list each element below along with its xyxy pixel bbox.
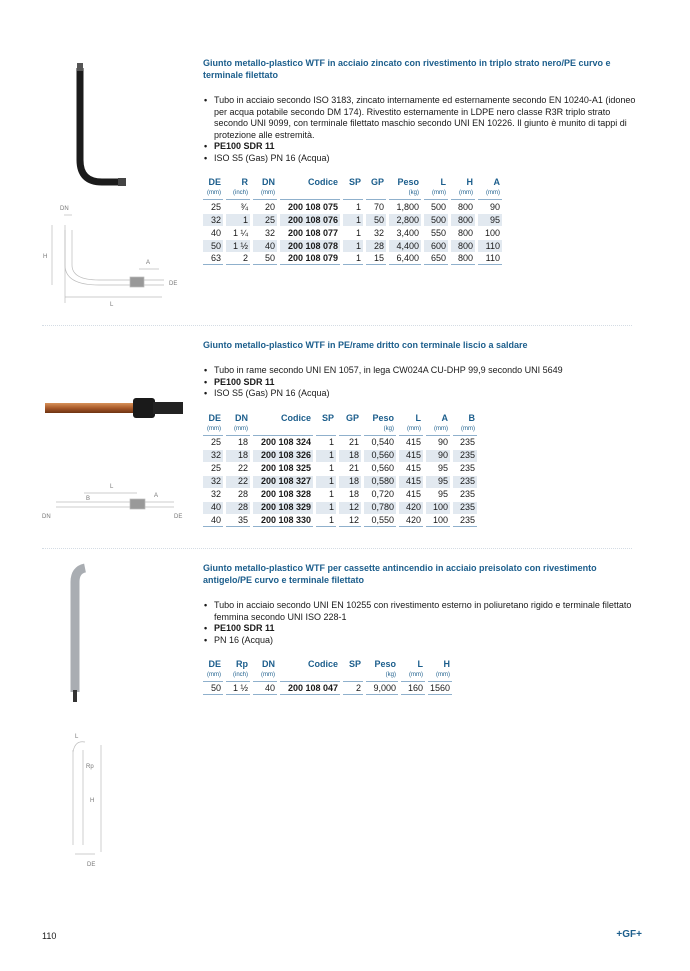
table-cell: 235 (453, 515, 477, 527)
spec-list (203, 600, 643, 646)
table-cell: 800 (451, 253, 475, 265)
table-cell: 12 (339, 515, 361, 527)
table-row (203, 253, 502, 265)
table-cell: 600 (424, 240, 448, 252)
table-cell: 28 (226, 502, 250, 514)
column-unit: (mm) (401, 671, 425, 682)
spec-bullet: • ISO S5 (Gas) PN 16 (Acqua) (203, 388, 643, 400)
column-unit: (inch) (226, 189, 250, 200)
column-header: L (415, 412, 421, 423)
column-header: L (417, 659, 423, 669)
dim-label-de: DE (169, 281, 178, 287)
product-table (200, 176, 505, 266)
table-cell: 500 (424, 214, 448, 226)
table-cell: 63 (203, 253, 223, 265)
page-number: 110 (42, 931, 57, 941)
dim-label-dn: DN (60, 206, 69, 212)
column-unit (343, 671, 363, 682)
table-cell: 18 (237, 437, 248, 447)
product-image-copper-pipe (45, 395, 185, 425)
column-unit (339, 425, 361, 436)
table-cell: 50 (253, 253, 277, 265)
section-galvanized-steel-joint (203, 57, 643, 266)
table-cell: 420 (399, 502, 423, 514)
gf-logo: +GF+ (616, 929, 642, 940)
table-cell: 12 (339, 502, 361, 514)
table-cell: 110 (478, 240, 502, 252)
table-cell: 18 (226, 450, 250, 462)
table-cell: 1 (328, 489, 334, 499)
table-cell: 18 (339, 476, 361, 488)
table-cell: 415 (399, 476, 423, 488)
table-cell: 95 (426, 476, 450, 488)
table-cell: 0,780 (364, 502, 396, 514)
spec-bullet: • PN 16 (Acqua) (203, 635, 643, 647)
table-cell: 160 (401, 683, 425, 695)
table-cell: 1 ¼ (232, 227, 248, 238)
column-unit: (mm) (203, 189, 223, 200)
table-cell: 800 (457, 201, 473, 212)
table-cell: 32 (264, 227, 275, 238)
table-cell: 1 (316, 515, 336, 527)
table-cell: 6,400 (389, 253, 421, 265)
table-cell: 200 108 079 (280, 253, 340, 265)
product-table (200, 658, 455, 696)
dim-label-a: A (154, 493, 159, 499)
table-cell: 1 (355, 227, 361, 238)
table-cell: 200 108 078 (280, 240, 340, 252)
column-header: B (468, 412, 475, 423)
table-cell: 28 (237, 489, 248, 499)
table-cell: 1 (226, 214, 250, 226)
table-cell: 25 (253, 214, 277, 226)
column-unit: (mm) (253, 189, 277, 200)
column-unit: (mm) (426, 425, 450, 436)
table-cell: 40 (253, 240, 277, 252)
table-cell: 0,580 (364, 476, 396, 488)
table-cell: 1 (343, 240, 363, 252)
dim-label-de: DE (174, 514, 183, 520)
table-cell: 800 (451, 214, 475, 226)
product-table (200, 412, 480, 528)
table-row (203, 240, 502, 252)
table-cell: 235 (453, 476, 477, 488)
column-header: Rp (236, 659, 248, 669)
table-cell: 1 ½ (226, 240, 250, 252)
spec-bullet: • Tubo in rame secondo UNI EN 1057, in lega CW024A CU-DHP 99,9 secondo UNI 5649 (203, 365, 643, 377)
table-cell: 100 (426, 502, 450, 514)
section-divider (42, 325, 632, 326)
table-row (203, 515, 477, 527)
table-cell: 1 (316, 450, 336, 462)
table-cell: 235 (459, 489, 475, 499)
table-cell: 200 108 327 (253, 476, 313, 488)
table-row (203, 463, 477, 475)
column-header: DE (208, 177, 221, 187)
table-cell: 0,550 (364, 515, 396, 527)
table-cell: 235 (459, 437, 475, 447)
column-header: H (466, 177, 473, 187)
column-unit (343, 189, 363, 200)
column-unit (280, 189, 340, 200)
column-unit: (mm) (203, 425, 223, 436)
dim-label-l: L (75, 734, 79, 740)
table-cell: 40 (210, 227, 221, 238)
spec-bullet: • PE100 SDR 11 (203, 141, 643, 153)
table-cell: 200 108 328 (260, 489, 311, 499)
table-cell: 32 (210, 489, 221, 499)
table-cell: 1 (343, 253, 363, 265)
dim-label-h: H (43, 254, 48, 260)
column-unit (366, 189, 386, 200)
table-cell: 0,720 (371, 489, 394, 499)
spec-bullet: • PE100 SDR 11 (203, 623, 643, 635)
spec-bullet: • PE100 SDR 11 (203, 377, 643, 389)
spec-bullet: • ISO S5 (Gas) PN 16 (Acqua) (203, 153, 643, 165)
column-header: Peso (372, 412, 394, 423)
table-cell: 50 (203, 240, 223, 252)
table-cell: 40 (253, 683, 277, 695)
table-cell: 32 (203, 214, 223, 226)
spec-list (203, 365, 643, 400)
table-cell: 50 (203, 683, 223, 695)
dimension-drawing-3 (45, 730, 125, 870)
column-unit: (kg) (366, 671, 398, 682)
table-cell: 200 108 329 (253, 502, 313, 514)
column-header: A (493, 177, 500, 187)
table-cell: 1 (316, 476, 336, 488)
table-row (203, 502, 477, 514)
table-cell: 200 108 076 (280, 214, 340, 226)
table-cell: 18 (348, 489, 359, 499)
table-cell: 110 (478, 253, 502, 265)
column-unit: (mm) (478, 189, 502, 200)
section-title: Giunto metallo-plastico WTF per cassette antincendio in acciaio preisolato con rivestimento antigelo/PE curvo e terminale filettato (203, 563, 597, 585)
table-cell: 200 108 047 (280, 683, 340, 695)
dim-label-l: L (110, 484, 114, 490)
column-unit (253, 425, 313, 436)
table-cell: 200 108 325 (260, 463, 311, 473)
table-cell: 70 (373, 201, 384, 212)
table-cell: 35 (226, 515, 250, 527)
column-header: DN (235, 412, 248, 423)
table-cell: 415 (405, 489, 421, 499)
table-cell: 20 (264, 201, 275, 212)
column-unit: (mm) (424, 189, 448, 200)
product-image-curved-black-pipe (62, 60, 132, 195)
table-cell: 21 (348, 437, 359, 447)
table-cell: 415 (399, 450, 423, 462)
dim-label-a: A (146, 260, 151, 266)
table-cell: 235 (453, 450, 477, 462)
column-unit: (mm) (203, 671, 223, 682)
table-row (203, 450, 477, 462)
section-title: Giunto metallo-plastico WTF in PE/rame dritto con terminale liscio a saldare (203, 340, 528, 350)
section-divider (42, 548, 632, 549)
table-cell: 1 (343, 214, 363, 226)
table-cell: 9,000 (366, 683, 398, 695)
column-header: Codice (307, 177, 338, 187)
table-cell: 15 (366, 253, 386, 265)
table-cell: 420 (399, 515, 423, 527)
column-unit: (mm) (253, 671, 277, 682)
table-cell: 32 (203, 450, 223, 462)
column-header: R (241, 177, 248, 187)
table-cell: 1,800 (396, 201, 419, 212)
column-unit (280, 671, 340, 682)
column-header: DN (262, 659, 275, 669)
column-header: Peso (397, 177, 419, 187)
table-row (203, 227, 502, 239)
column-header: SP (348, 177, 361, 187)
table-cell: 1 (328, 437, 334, 447)
table-cell: 90 (437, 437, 448, 447)
column-header: SP (321, 412, 334, 423)
table-cell: 2 (343, 683, 363, 695)
table-cell: 800 (457, 227, 473, 238)
table-row (203, 214, 502, 226)
column-unit: (kg) (389, 189, 421, 200)
dim-label-b: B (86, 496, 91, 502)
column-header: GP (370, 177, 384, 187)
column-unit (316, 425, 336, 436)
table-cell: 32 (203, 476, 223, 488)
table-cell: 95 (437, 489, 448, 499)
column-unit: (mm) (451, 189, 475, 200)
table-cell: 235 (453, 502, 477, 514)
table-cell: 500 (430, 201, 446, 212)
dim-label-dn: DN (42, 514, 51, 520)
table-row (203, 683, 452, 695)
dim-label-h: H (90, 798, 95, 804)
column-header: L (440, 177, 446, 187)
table-cell: 25 (210, 201, 221, 212)
table-cell: 415 (405, 437, 421, 447)
section-title: Giunto metallo-plastico WTF in acciaio zincato con rivestimento in triplo strato nero/PE curvo e terminale filettato (203, 58, 611, 80)
table-cell: 200 108 330 (253, 515, 313, 527)
table-cell: 800 (451, 240, 475, 252)
table-cell: 0,540 (371, 437, 394, 447)
dim-label-rp: Rp (86, 764, 94, 770)
table-cell: 1 ½ (226, 683, 250, 695)
table-cell: 550 (430, 227, 446, 238)
column-header: Peso (374, 659, 396, 669)
column-header: Codice (280, 412, 311, 423)
table-cell: 200 108 077 (287, 227, 338, 238)
table-cell: 0,560 (371, 463, 394, 473)
table-cell: 28 (366, 240, 386, 252)
table-cell: 50 (366, 214, 386, 226)
table-cell: 2,800 (389, 214, 421, 226)
column-header: DE (208, 659, 221, 669)
table-cell: 32 (373, 227, 384, 238)
table-cell: 0,560 (364, 450, 396, 462)
column-unit: (inch) (226, 671, 250, 682)
table-cell: 415 (405, 463, 421, 473)
column-unit: (mm) (428, 671, 452, 682)
table-cell: 1 (355, 201, 361, 212)
spec-list (203, 95, 643, 164)
dimension-drawing-2 (42, 480, 188, 522)
table-cell: 25 (210, 437, 221, 447)
table-cell: 200 108 324 (260, 437, 311, 447)
table-cell: 100 (484, 227, 500, 238)
dim-label-de: DE (87, 862, 96, 868)
product-image-insulated-pipe (65, 562, 95, 712)
table-cell: 25 (210, 463, 221, 473)
spec-bullet: • Tubo in acciaio secondo UNI EN 10255 con rivestimento esterno in poliuretano rigido e terminale filettato femmina secondo UNI ISO 228-1 (203, 600, 643, 623)
table-cell: 1 (316, 502, 336, 514)
table-row (203, 476, 477, 488)
table-cell: 200 108 075 (287, 201, 338, 212)
column-header: Codice (307, 659, 338, 669)
dimension-drawing-1 (42, 203, 188, 309)
table-row (203, 437, 477, 449)
table-cell: 22 (226, 476, 250, 488)
table-cell: 95 (437, 463, 448, 473)
table-cell: 650 (424, 253, 448, 265)
table-cell: ¾ (240, 201, 248, 212)
table-cell: 235 (459, 463, 475, 473)
column-header: DE (208, 412, 221, 423)
table-cell: 200 108 326 (253, 450, 313, 462)
table-cell: 90 (489, 201, 500, 212)
table-cell: 2 (226, 253, 250, 265)
table-cell: 3,400 (396, 227, 419, 238)
section-fire-cassette-joint (203, 562, 643, 696)
column-header: DN (262, 177, 275, 187)
table-cell: 18 (339, 450, 361, 462)
table-cell: 100 (426, 515, 450, 527)
column-header: H (443, 659, 451, 669)
table-cell: 40 (203, 515, 223, 527)
table-cell: 21 (348, 463, 359, 473)
table-cell: 40 (203, 502, 223, 514)
column-unit: (mm) (453, 425, 477, 436)
column-header: SP (348, 659, 361, 669)
table-cell: 1560 (430, 683, 451, 693)
table-cell: 90 (426, 450, 450, 462)
spec-bullet: • Tubo in acciaio secondo ISO 3183, zincato internamente ed esternamente secondo EN 10240-A1 (idoneo per acqua potabile secondo DM 174). Rivestito esternamente in LDPE nero classe R3R triplo strato secondo UNI 9099, con terminale filettato maschio secondo UNI EN 10226. Il giunto è munito di tappi di protezione alle estremità. (203, 95, 643, 141)
column-unit: (kg) (364, 425, 396, 436)
table-cell: 4,400 (389, 240, 421, 252)
table-row (203, 489, 477, 501)
table-row (203, 201, 502, 213)
dim-label-l: L (110, 302, 114, 308)
column-unit: (mm) (399, 425, 423, 436)
section-copper-joint (203, 339, 643, 528)
column-unit: (mm) (226, 425, 250, 436)
table-cell: 95 (478, 214, 502, 226)
column-header: GP (345, 412, 359, 423)
table-cell: 22 (237, 463, 248, 473)
table-cell: 1 (328, 463, 334, 473)
column-header: A (441, 412, 448, 423)
